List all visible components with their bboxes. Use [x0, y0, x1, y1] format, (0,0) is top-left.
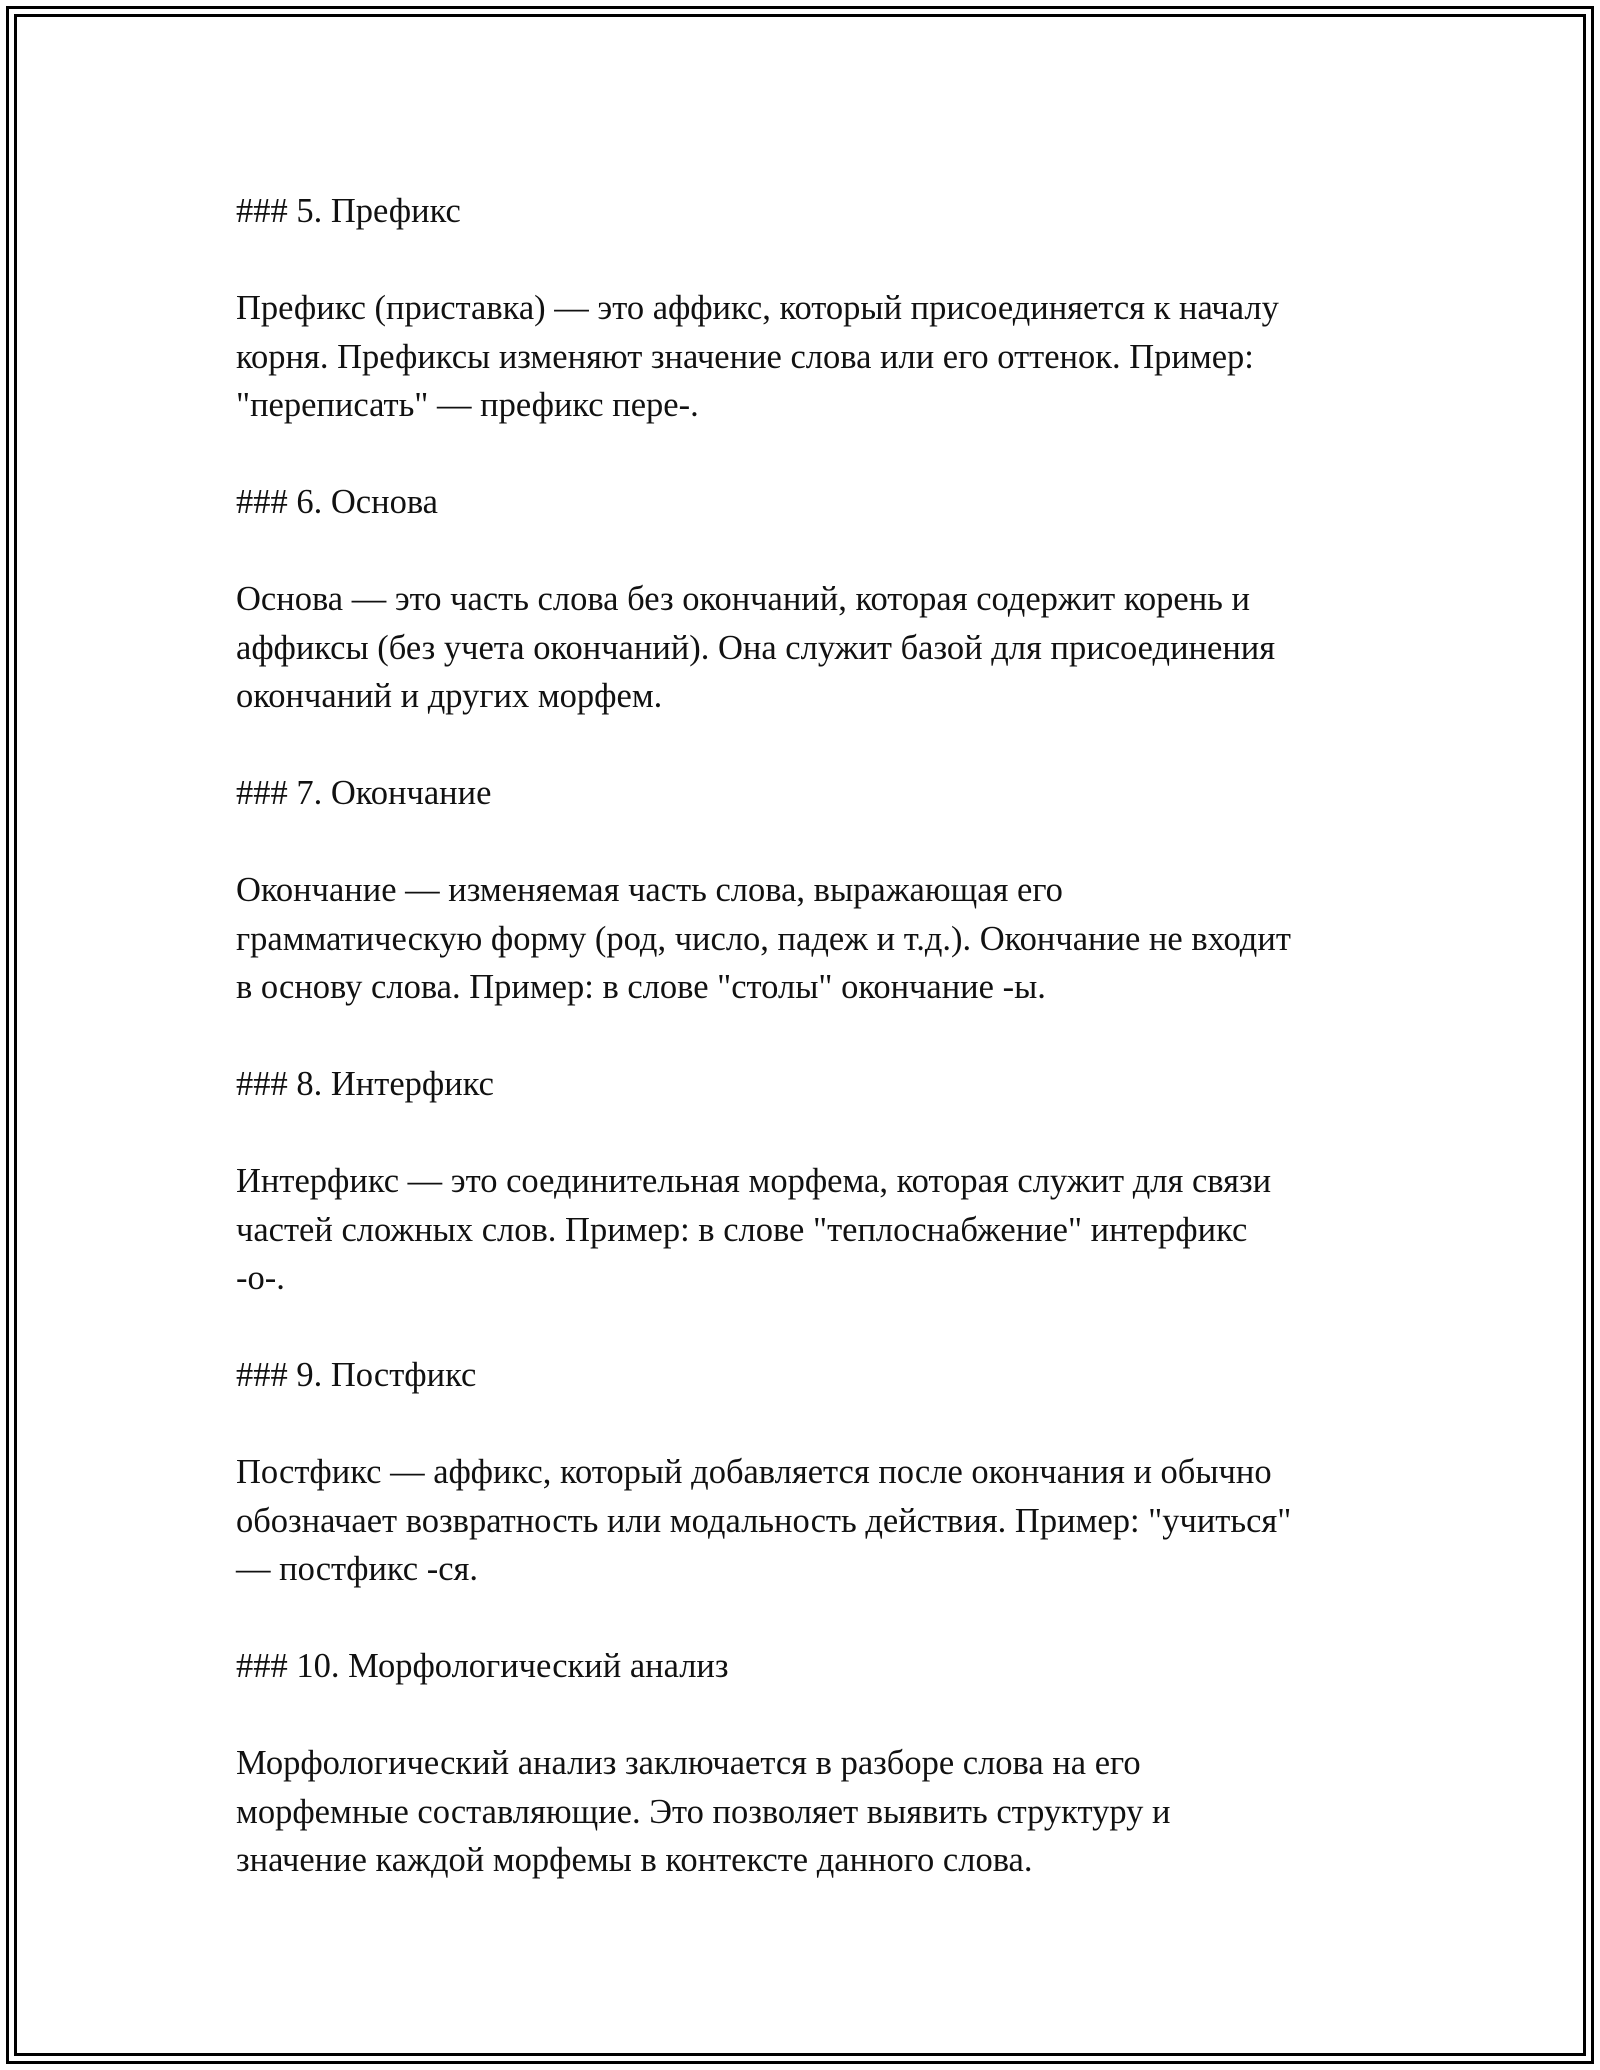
paragraph-line: аффиксы (без учета окончаний). Она служит базой для присоединения [236, 628, 1276, 667]
section-prefix [236, 187, 1376, 478]
paragraph-line: -о-. [236, 1259, 285, 1297]
section-postfix [236, 1351, 1376, 1642]
paragraph-line: "переписать" — префикс пере-. [236, 386, 699, 424]
section-paragraph [236, 527, 1376, 770]
section-interfix [236, 1060, 1376, 1351]
paragraph-line: морфемные составляющие. Это позволяет выявить структуру и [236, 1792, 1171, 1831]
section-paragraph [236, 1400, 1376, 1643]
section-heading: ### 7. Окончание [236, 774, 492, 812]
paragraph-line: частей сложных слов. Пример: в слове "теплоснабжение" интерфикс [236, 1210, 1248, 1249]
section-ending [236, 769, 1376, 1060]
paragraph-line: Префикс (приставка) — это аффикс, который присоединяется к началу [236, 289, 1279, 327]
section-paragraph [236, 1691, 1376, 1934]
section-morphological-analysis [236, 1642, 1376, 1933]
section-paragraph [236, 236, 1376, 479]
document-body [236, 187, 1376, 1933]
paragraph-line: Морфологический анализ заключается в разборе слова на его [236, 1744, 1141, 1782]
paragraph-line: Окончание — изменяемая часть слова, выражающая его [236, 871, 1063, 909]
section-heading: ### 10. Морфологический анализ [236, 1647, 729, 1685]
section-heading: ### 5. Префикс [236, 192, 461, 230]
paragraph-line: грамматическую форму (род, число, падеж и т.д.). Окончание не входит [236, 919, 1291, 958]
section-heading: ### 8. Интерфикс [236, 1065, 494, 1103]
paragraph-line: корня. Префиксы изменяют значение слова или его оттенок. Пример: [236, 337, 1254, 376]
paragraph-line: значение каждой морфемы в контексте данного слова. [236, 1841, 1033, 1879]
paragraph-line: в основу слова. Пример: в слове "столы" окончание -ы. [236, 968, 1046, 1006]
paragraph-line: обозначает возвратность или модальность действия. Пример: "учиться" [236, 1501, 1292, 1540]
section-paragraph [236, 818, 1376, 1061]
section-heading: ### 6. Основа [236, 483, 438, 521]
paragraph-line: Интерфикс — это соединительная морфема, которая служит для связи [236, 1162, 1272, 1200]
paragraph-line: — постфикс -ся. [236, 1550, 479, 1588]
section-heading: ### 9. Постфикс [236, 1356, 477, 1394]
section-stem [236, 478, 1376, 769]
paragraph-line: Основа — это часть слова без окончаний, которая содержит корень и [236, 580, 1250, 618]
section-paragraph [236, 1109, 1376, 1352]
paragraph-line: Постфикс — аффикс, который добавляется после окончания и обычно [236, 1453, 1272, 1491]
paragraph-line: окончаний и других морфем. [236, 677, 663, 715]
